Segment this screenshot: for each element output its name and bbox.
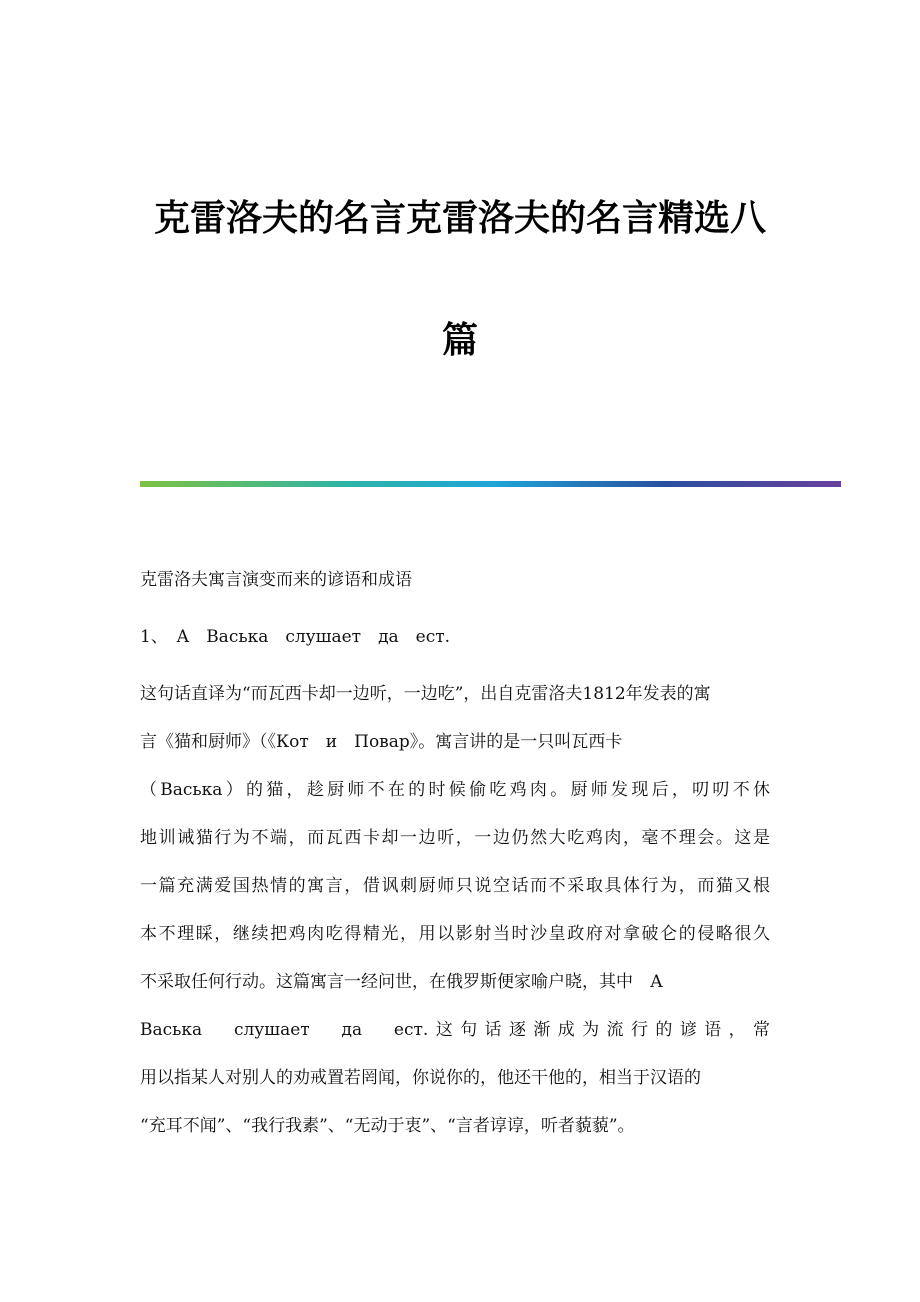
document-title-line-2: 篇: [441, 320, 478, 361]
item-1-heading: 1、 А Васька слушает да ест.: [140, 627, 451, 647]
paragraph-line: 一篇充满爱国热情的寓言，借讽刺厨师只说空话而不采取具体行为，而猫又根: [140, 876, 770, 896]
paragraph-line: 言《猫和厨师》（《Кот и Повар》。寓言讲的是一只叫瓦西卡: [140, 732, 623, 752]
gradient-divider: [140, 481, 841, 487]
paragraph-line: 不采取任何行动。这篇寓言一经问世，在俄罗斯便家喻户晓，其中 А: [140, 972, 663, 992]
paragraph-line: “充耳不闻”、“我行我素”、“无动于衷”、“言者谆谆，听者藐藐”。: [140, 1116, 635, 1136]
paragraph-line: 这句话直译为“而瓦西卡却一边听，一边吃”，出自克雷洛夫1812年发表的寓: [140, 684, 711, 704]
paragraph-line: Васька слушает да ест.这句话逐渐成为流行的谚语，常: [140, 1020, 770, 1040]
section-heading: 克雷洛夫寓言演变而来的谚语和成语: [140, 570, 412, 590]
paragraph-line: （Васька）的猫，趁厨师不在的时候偷吃鸡肉。厨师发现后，叨叨不休: [140, 780, 770, 800]
paragraph-line: 用以指某人对别人的劝戒置若罔闻，你说你的，他还干他的，相当于汉语的: [140, 1068, 701, 1088]
paragraph-line: 地训诫猫行为不端，而瓦西卡却一边听，一边仍然大吃鸡肉，毫不理会。这是: [140, 828, 770, 848]
document-title-line-1: 克雷洛夫的名言克雷洛夫的名言精选八: [153, 198, 766, 239]
paragraph-line: 本不理睬，继续把鸡肉吃得精光，用以影射当时沙皇政府对拿破仑的侵略很久: [140, 924, 770, 944]
